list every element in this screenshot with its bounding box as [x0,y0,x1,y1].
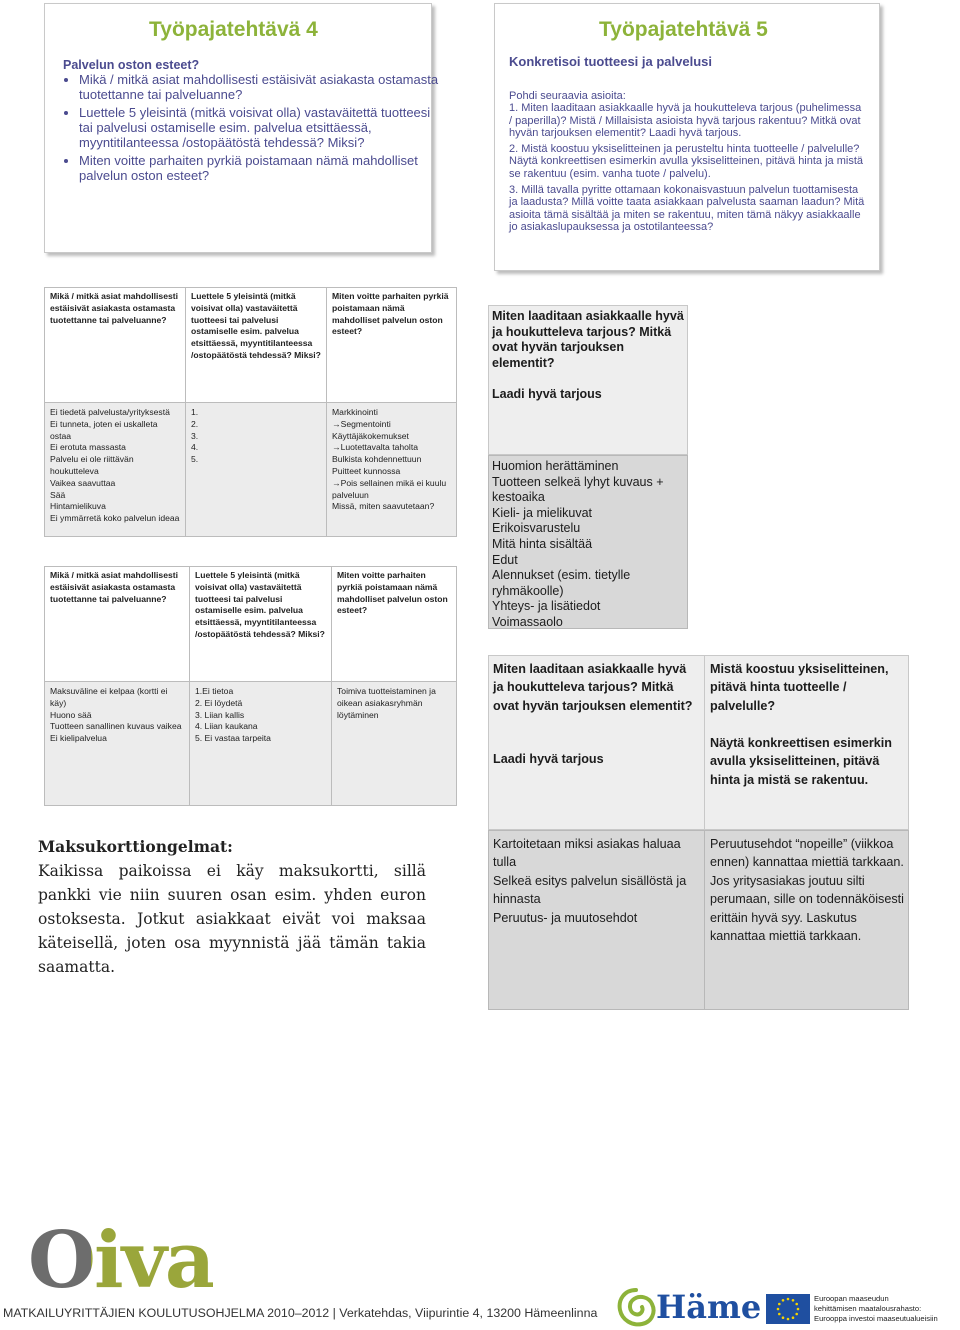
table1-header-solutions: Miten voitte parhaiten pyrkiä poistamaan nämä mahdolliset palvelun oston esteet? [332,291,449,337]
list-item: Peruutus- ja muutosehdot [493,910,638,925]
list-item: Erikoisvarustelu [492,521,581,536]
slide4-subtitle: Palvelun oston esteet? [63,58,200,72]
list-item: 2. [191,418,199,429]
workshop-table-1 [44,287,457,537]
price-question: Mistä koostuu yksiselitteinen, pitävä hinta tuotteelle / palvelulle? [710,662,889,713]
price-answer: Peruutusehdot “nopeille” (viikkoa ennen) kannattaa miettiä tarkkaan. Jos yritysasiakas joutuu silti perumaan, sille on todennäköisesti erittäin hyvä syy. Laskutus kannattaa miettiä tarkkaan. [710,837,904,944]
table2-col3 [332,683,457,724]
hame-swirl-icon [614,1286,658,1330]
table2-header-objections: Luettele 5 yleisintä (mitkä voisivat olla) vastaväitettä tuotteesi tai palvelusi ostamiselle esim. palvelua etsittäessä, myyntitilanteessa /ostopäätöstä tehdessä? Miksi? [195,570,325,639]
oiva-logo [28,1215,214,1306]
list-item: Kieli- ja mielikuvat [492,505,593,520]
table1-col3 [327,404,457,516]
list-item: Vaikea saavuttaa [50,477,116,488]
eu-line: Euroopan maaseudun [814,1294,889,1303]
list-item: Ei kielipalvelua [50,733,107,744]
list-item: 2. Ei löydetä [195,697,243,708]
payment-text: Kaikissa paikoissa ei käy maksukortti, sillä pankki vie niin suuren osan esim. yhden euron ostoksesta. Jotkut asiakkaat eivät voi maksaa käteisellä, joten osa myynnistä jää tämän takia saamatta. [38,862,426,976]
slide5-title: Työpajatehtävä 5 [599,18,768,41]
eu-text [814,1294,938,1324]
slide5-subtitle: Konkretisoi tuotteesi ja palvelusi [509,54,712,69]
slide-tyopajatehtava-5 [494,3,880,271]
list-item: 3. [191,430,199,441]
slide4-bullets [63,72,439,186]
list-item: Markkinointi [332,407,378,417]
table1-col2 [186,404,326,469]
offer-answers [492,459,684,631]
list-item: 4. [191,442,199,453]
table2-header-obstacles: Mikä / mitkä asiat mahdollisesti estäisivät asiakasta ostamasta tuotettanne tai palveluanne? [50,570,178,604]
slide4-bullet: • Luettele 5 yleisintä (mitkä voisivat olla) vastaväitettä tuotteesi tai palvelusi ostamiselle esim. palvelua etsittäessä, myyntitilanteessa /ostopäätöstä tehdessä? Miksi? [79,105,439,150]
list-item: →Pois sellainen mikä ei kuulu palveluun [332,477,447,500]
list-item: Tuotteen selkeä lyhyt kuvaus + kestoaika [492,474,664,505]
hame-logo-text: Häme [656,1288,762,1326]
list-item: Selkeä esitys palvelun sisällöstä ja hinnasta [493,873,687,907]
list-item: Käyttäjäkokemukset [332,430,409,441]
list-item: Yhteys- ja lisätiedot [492,599,601,614]
list-item: 1.Ei tietoa [195,686,234,696]
slide4-title: Työpajatehtävä 4 [149,18,318,41]
eu-flag-icon [766,1294,810,1324]
slide4-bullet: • Miten voitte parhaiten pyrkiä poistamaan nämä mahdolliset palvelun oston esteet? [79,153,439,183]
list-item: Huomion herättäminen [492,459,619,473]
offer-question-box [488,305,688,455]
slide-tyopajatehtava-4 [44,3,439,253]
list-item: Ei tunneta, joten ei uskalleta ostaa [50,418,158,441]
list-item: Alennukset (esim. tietylle ryhmäkoolle) [492,568,631,598]
table1-col1 [45,404,185,528]
workshop-table-2 [44,566,457,806]
table1-header-obstacles: Mikä / mitkä asiat mahdollisesti estäisivät asiakasta ostamasta tuotettanne tai palveluanne? [50,291,178,325]
list-item: 1. [191,407,199,417]
list-item: →Segmentointi [332,418,391,429]
list-item: Tuotteen sanallinen kuvaus vaikea [50,721,182,732]
list-item: Ei tiedetä palvelusta/yrityksestä [50,407,170,417]
table2-col2 [190,683,331,748]
list-item: Voimassaolo [492,614,563,629]
eu-line: Eurooppa investoi maaseutualueisiin [814,1314,938,1323]
list-item: Palvelu ei ole riittävän houkutteleva [50,454,134,476]
payment-title: Maksukorttiongelmat: [38,837,233,856]
list-item: Missä, miten saavutetaan? [332,501,435,512]
slide5-item: 1. Miten laaditaan asiakkaalle hyvä ja houkutteleva tarjous (puhelimessa / paperilla)? Mistä / Millaisista asioista hyvä tarjous rakentuu? Mitkä ovat hyvän tarjouksen elementit? Laadi hyvä tarjous. [509,102,862,140]
table2-col1 [45,683,189,748]
list-item: 5. [191,454,199,465]
offer-question-2: Miten laaditaan asiakkaalle hyvä ja houkutteleva tarjous? Mitkä ovat hyvän tarjouksen elementit? [493,662,693,713]
list-item: 4. Liian kaukana [195,721,258,732]
price-answers-box [488,830,909,1010]
slide5-items [509,102,865,237]
list-item: Ei erotuta massasta [50,442,126,453]
slide5-item: 3. Millä tavalla pyritte ottamaan kokonaisvastuun palvelun tuottamisesta ja laadusta? Millä voitte taata asiakkaan palvelusta saaman laadun? Mitä asioita tämä sisältää ja miten se rakentuu, miten tämä näkyy asiakkaalle jo asiakaslupauksessa ja ostotilanteessa? [509,183,865,234]
list-item: 5. Ei vastaa tarpeita [195,733,271,744]
slide5-item: 2. Mistä koostuu yksiselitteinen ja perusteltu hinta tuotteelle / palvelulle? Näytä konkreettisen esimerkin avulla yksiselitteinen, pitävä hinta ja mistä se rakentuu (esim. vanha tuote / palvelu). [509,142,863,180]
list-item: Puitteet kunnossa [332,465,401,476]
list-item: Maksuväline ei kelpaa (kortti ei käy) [50,686,168,708]
slide5-lead: Pohdi seuraavia asioita: [509,90,626,102]
eu-line: kehittämisen maatalousrahasto: [814,1304,922,1313]
price-question-box [488,655,909,830]
list-item: Ei ymmärretä koko palvelun ideaa [50,513,180,524]
offer-task-2: Laadi hyvä tarjous [493,752,604,766]
table1-header-objections: Luettele 5 yleisintä (mitkä voisivat olla) vastaväitettä tuotteesi tai palvelusi ostamiselle esim. palvelua etsittäessä, myyntitilanteessa /ostopäätöstä tehdessä? Miksi? [191,291,321,360]
offer-task: Laadi hyvä tarjous [492,387,602,401]
price-task: Näytä konkreettisen esimerkin avulla yksiselitteinen, pitävä hinta ja mistä se rakentuu. [710,736,892,787]
list-item: Mitä hinta sisältää [492,536,593,551]
list-item: Huono sää [50,709,92,720]
list-item: Kartoitetaan miksi asiakas haluaa tulla [493,837,681,870]
list-item: Toimiva tuotteistaminen ja oikean asiakasryhmän löytäminen [337,686,436,720]
table2-header-solutions: Miten voitte parhaiten pyrkiä poistamaan nämä mahdolliset palvelun oston esteet? [337,570,448,616]
list-item: →Luotettavalta taholta [332,442,418,453]
list-item: Edut [492,552,518,567]
oiva-logo-text: Oiva [28,1215,214,1306]
slide4-bullet: • Mikä / mitkä asiat mahdollisesti estäisivät asiakasta ostamasta tuotettanne tai palveluanne? [79,72,439,102]
hame-logo [614,1286,760,1330]
list-item: Sää [50,489,66,500]
payment-card-issues [38,835,426,979]
offer-answers-2 [493,835,698,927]
footer-text: MATKAILUYRITTÄJIEN KOULUTUSOHJELMA 2010–2012 | Verkatehdas, Viipurintie 4, 13200 Hämeenlinna [3,1306,598,1320]
offer-answers-box [488,455,688,629]
list-item: Hintamielikuva [50,501,106,512]
eu-funding [766,1294,956,1326]
list-item: 3. Liian kallis [195,709,245,720]
list-item: Bulkista kohdennettuun [332,454,422,465]
offer-question: Miten laaditaan asiakkaalle hyvä ja houkutteleva tarjous? Mitkä ovat hyvän tarjouksen elementit? [492,309,684,370]
